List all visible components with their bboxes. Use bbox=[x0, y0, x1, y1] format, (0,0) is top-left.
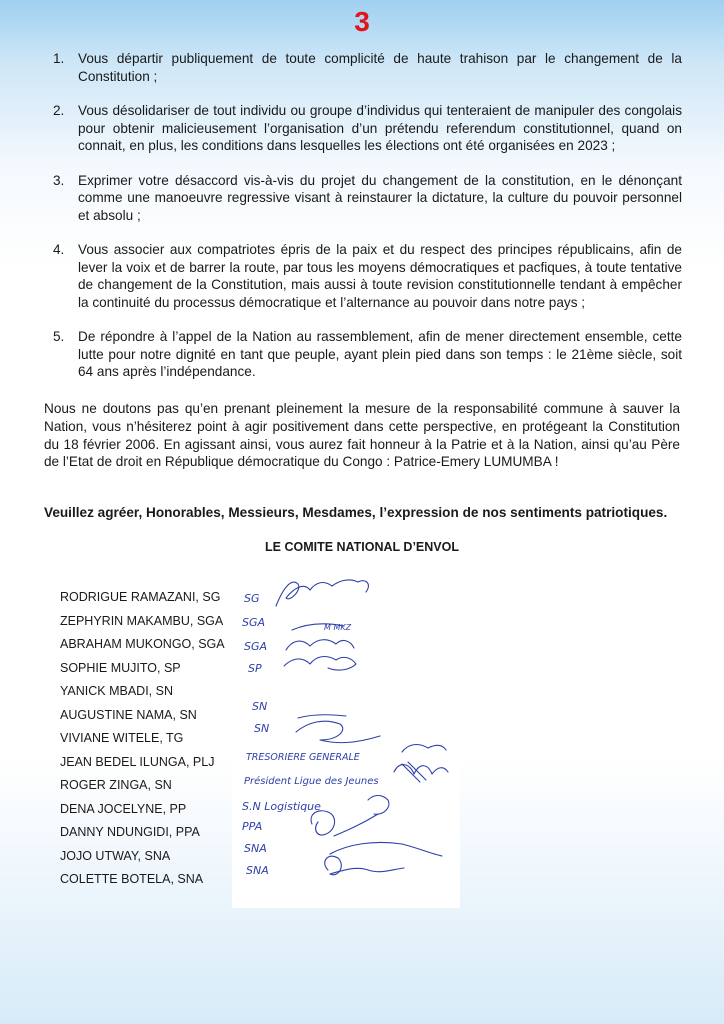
member-name: SOPHIE MUJITO, SP bbox=[60, 660, 181, 675]
handwritten-role: M MKZ bbox=[324, 623, 352, 632]
page-number: 3 bbox=[354, 6, 370, 37]
member-name: ROGER ZINGA, SN bbox=[60, 778, 172, 792]
member-list bbox=[60, 590, 263, 896]
item-number: 3. bbox=[53, 172, 65, 188]
handwritten-role: PPA bbox=[242, 820, 263, 833]
handwritten-role: SN bbox=[254, 722, 270, 735]
conclusion-paragraph: Nous ne doutons pas qu’en prenant pleinement la mesure de la responsabilité commune à sauver la Nation, vous n’hésiterez point à agir positivement dans cette perspective, en protégeant la Constitution du 18 février 2006. En agissant ainsi, vous aurez fait honneur à la Patrie et à la Nation, ainsi qu’au Père de l’Etat de droit en République démocratique du Congo : Patrice-Emery LUMUMBA ! bbox=[44, 401, 680, 470]
item-number: 2. bbox=[53, 103, 65, 118]
demands-list bbox=[50, 50, 682, 381]
signature-stroke bbox=[298, 715, 346, 718]
list-item bbox=[50, 241, 682, 311]
signature-stroke bbox=[296, 721, 380, 742]
member-name: ABRAHAM MUKONGO, SGA bbox=[60, 637, 225, 651]
signature-stroke bbox=[394, 765, 448, 774]
member-name: VIVIANE WITELE, TG bbox=[60, 731, 184, 745]
handwritten-role: Président Ligue des Jeunes bbox=[244, 776, 379, 787]
list-item bbox=[50, 328, 682, 381]
signature-stroke bbox=[368, 796, 389, 815]
signature-stroke bbox=[334, 814, 378, 836]
committee-title: LE COMITE NATIONAL D’ENVOL bbox=[265, 540, 459, 554]
handwritten-role: SN bbox=[252, 700, 268, 713]
signature-stroke bbox=[276, 580, 368, 606]
handwritten-role: SNA bbox=[246, 864, 269, 877]
member-name: YANICK MBADI, SN bbox=[60, 684, 173, 698]
member-name: RODRIGUE RAMAZANI, SG bbox=[60, 590, 221, 604]
item-number: 1. bbox=[53, 51, 65, 66]
signature-stroke bbox=[286, 640, 354, 650]
signature-stroke bbox=[325, 856, 404, 875]
list-item bbox=[50, 50, 682, 85]
item-number: 4. bbox=[53, 242, 65, 257]
signature-stroke bbox=[330, 842, 442, 856]
item-text: Vous désolidariser de tout individu ou groupe d’individus qui tenteraient de manipuler des congolais pour obtenir malicieusement l’organisation d’un prétendu referendum constitutionnel, quand on connait, en plus, les conditions dans lesquelles les élections ont été organisées en 2023 ; bbox=[78, 103, 682, 153]
signature-stroke bbox=[311, 811, 334, 835]
handwritten-role: SGA bbox=[244, 640, 268, 653]
handwritten-role: S.N Logistique bbox=[242, 800, 321, 813]
signature-stroke bbox=[284, 657, 356, 671]
item-number: 5. bbox=[53, 329, 65, 344]
handwritten-signatures bbox=[232, 568, 460, 908]
item-text: De répondre à l’appel de la Nation au rassemblement, afin de mener directement ensemble, cette lutte pour notre dignité en tant que peuple, ayant plein pied dans son temps : le 21ème siècle, soit 64 ans après l’indépendance. bbox=[78, 329, 682, 379]
member-name: COLETTE BOTELA, SNA bbox=[60, 872, 204, 886]
handwritten-role: SGA bbox=[242, 616, 266, 629]
member-name: JEAN BEDEL ILUNGA, PLJ bbox=[60, 754, 215, 769]
item-text: Vous départir publiquement de toute complicité de haute trahison par le changement de la Constitution ; bbox=[78, 51, 682, 84]
handwritten-role: SG bbox=[244, 592, 260, 605]
signature-stroke bbox=[402, 745, 446, 752]
handwritten-role: SP bbox=[248, 662, 262, 675]
member-name: ZEPHYRIN MAKAMBU, SGA bbox=[60, 613, 224, 628]
member-name: DANNY NDUNGIDI, PPA bbox=[60, 825, 200, 839]
handwritten-role: TRESORIERE GENERALE bbox=[246, 752, 360, 763]
member-name: DENA JOCELYNE, PP bbox=[60, 801, 187, 816]
member-name: JOJO UTWAY, SNA bbox=[60, 848, 171, 863]
item-text: Exprimer votre désaccord vis-à-vis du projet du changement de la constitution, en le dénonçant comme une manoeuvre regressive visant à reinstaurer la dictature, la culture du pouvoir personnel et absolu ; bbox=[78, 172, 682, 223]
list-item bbox=[50, 102, 682, 155]
item-text: Vous associer aux compatriotes épris de la paix et du respect des principes républicains, afin de lever la voix et de barrer la route, par tous les moyens démocratiques et pacfiques, à toute tentative de changement de la Constitution, mais aussi à toute revision constitutionnelle tendant à empêcher la continuité du processus démocratique et l’alternance au pouvoir dans notre pays ; bbox=[78, 242, 682, 310]
list-item bbox=[50, 172, 682, 225]
member-name: AUGUSTINE NAMA, SN bbox=[60, 707, 197, 722]
handwritten-role: SNA bbox=[244, 842, 267, 855]
closing-formula: Veuillez agréer, Honorables, Messieurs, Mesdames, l’expression de nos sentiments patriotiques. bbox=[44, 505, 668, 520]
